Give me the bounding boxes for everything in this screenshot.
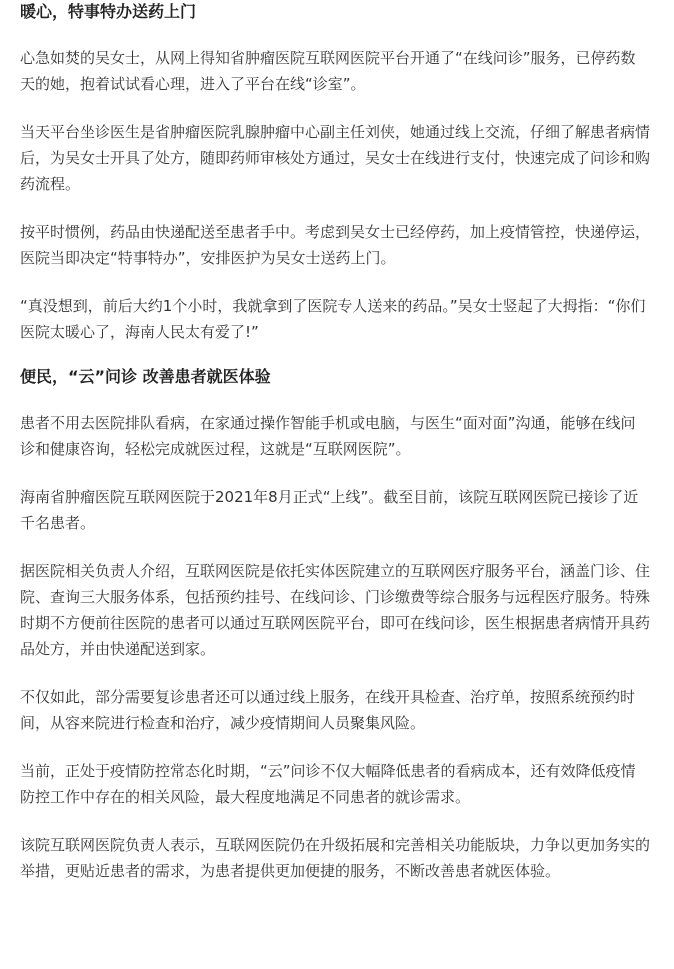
paragraph: 患者不用去医院排队看病，在家通过操作智能手机或电脑，与医生“面对面”沟通，能够在线问诊和健康咨询，轻松完成就医过程，这就是“互联网医院”。 xyxy=(20,414,636,458)
paragraph: 当前，正处于疫情防控常态化时期，“云”问诊不仅大幅降低患者的看病成本，还有效降低疫情防控工作中存在的相关风险，最大程度地满足不同患者的就诊需求。 xyxy=(20,762,636,806)
section-heading: 便民，“云”问诊 改善患者就医体验 xyxy=(20,367,271,386)
paragraph: 据医院相关负责人介绍，互联网医院是依托实体医院建立的互联网医疗服务平台，涵盖门诊、住院、查询三大服务体系，包括预约挂号、在线问诊、门诊缴费等综合服务与远程医疗服务。特殊时期不方便前往医院的患者可以通过互联网医院平台，即可在线问诊，医生根据患者病情开具药品处方，并由快递配送到家。 xyxy=(20,562,651,658)
paragraph: 当天平台坐诊医生是省肿瘤医院乳腺肿瘤中心副主任刘侠，她通过线上交流，仔细了解患者病情后，为吴女士开具了处方，随即药师审核处方通过，吴女士在线进行支付，快速完成了问诊和购药流程。 xyxy=(20,123,651,193)
paragraph: 按平时惯例，药品由快递配送至患者手中。考虑到吴女士已经停药，加上疫情管控，快递停运，医院当即决定“特事特办”，安排医护为吴女士送药上门。 xyxy=(20,223,651,267)
paragraph: 该院互联网医院负责人表示，互联网医院仍在升级拓展和完善相关功能版块，力争以更加务实的举措，更贴近患者的需求，为患者提供更加便捷的服务，不断改善患者就医体验。 xyxy=(20,836,651,880)
section-heading: 暖心，特事特办送药上门 xyxy=(20,2,197,21)
paragraph: 海南省肿瘤医院互联网医院于2021年8月正式“上线”。截至目前，该院互联网医院已接诊了近千名患者。 xyxy=(20,488,639,532)
paragraph: 不仅如此，部分需要复诊患者还可以通过线上服务，在线开具检查、治疗单，按照系统预约时间，从容来院进行检查和治疗，减少疫情期间人员聚集风险。 xyxy=(20,688,636,732)
paragraph: “真没想到，前后大约1个小时，我就拿到了医院专人送来的药品。”吴女士竖起了大拇指：“你们医院太暖心了，海南人民太有爱了!” xyxy=(20,297,646,341)
paragraph: 心急如焚的吴女士，从网上得知省肿瘤医院互联网医院平台开通了“在线问诊”服务，已停药数天的她，抱着试试看心理，进入了平台在线“诊室”。 xyxy=(20,49,636,93)
